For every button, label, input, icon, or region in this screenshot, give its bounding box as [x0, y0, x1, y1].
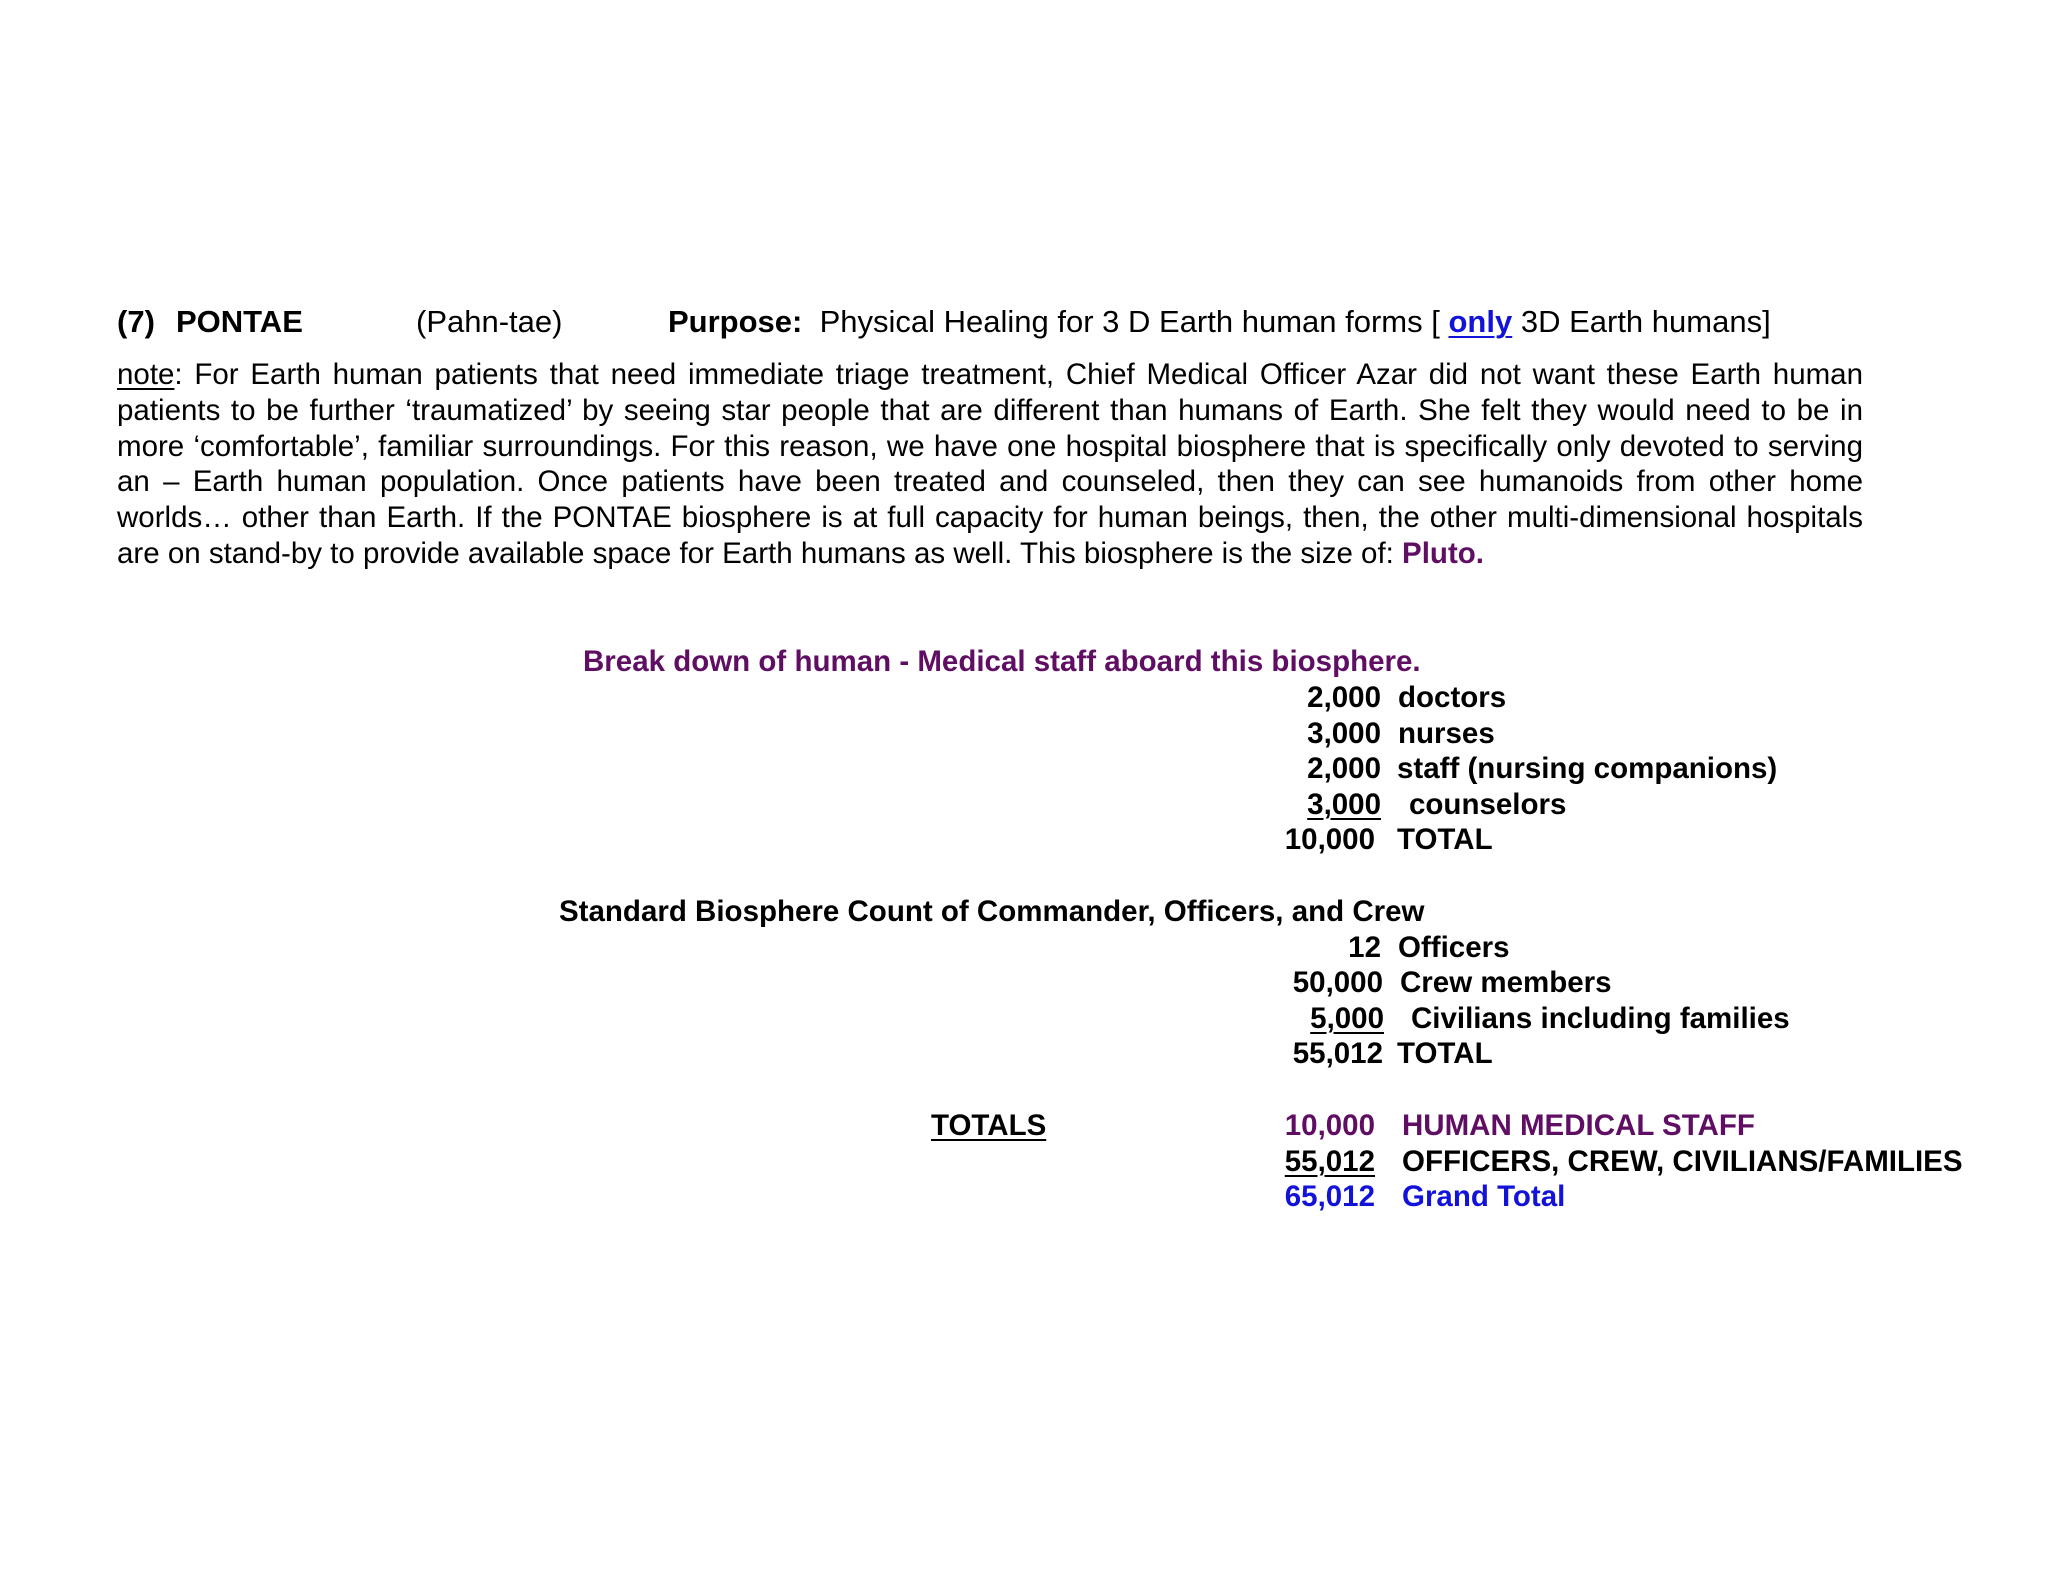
medical-count: 2,000 [1307, 681, 1381, 714]
crew-count: 12 [1348, 931, 1381, 964]
note-body: For Earth human patients that need immediate triage treatment, Chief Medical Officer Azar did not want these Earth human patients to be further ‘traumatized’ by seeing star people that are different than humans of Earth. She felt they would need to be in more ‘comfortable’, familiar surroundings. For this reason, we have one hospital biosphere that is specifically only devoted to serving an – Earth human population. Once patients have been treated and counseled, then they can see humanoids from other home worlds… other than Earth. If the PONTAE biosphere is at full capacity for human beings, then, the other multi-dimensional hospitals are on stand-by to provide available space for Earth humans as well. This biosphere is the size of: [117, 358, 1863, 570]
crew-count: 50,000 [1292, 966, 1383, 999]
totals-crew-count: 55,012 [1284, 1145, 1375, 1178]
medical-label: nurses [1398, 717, 1495, 750]
medical-staff-heading: Break down of human - Medical staff aboard this biosphere. [583, 645, 1421, 678]
note-paragraph [117, 357, 1863, 572]
biosphere-size: Pluto. [1402, 536, 1484, 570]
medical-label: counselors [1409, 788, 1567, 821]
medical-label: doctors [1398, 681, 1507, 714]
totals-label: TOTALS [931, 1109, 1047, 1142]
purpose-line [668, 302, 1771, 342]
totals-crew-label: OFFICERS, CREW, CIVILIANS/FAMILIES [1402, 1145, 1963, 1178]
crew-label: Crew members [1400, 966, 1612, 999]
grand-total-count: 65,012 [1284, 1180, 1375, 1213]
crew-total-label: TOTAL [1397, 1037, 1493, 1070]
totals-medical-label: HUMAN MEDICAL STAFF [1402, 1109, 1755, 1142]
pronunciation: (Pahn-tae) [416, 304, 563, 339]
medical-label: staff (nursing companions) [1397, 752, 1778, 785]
medical-total-count: 10,000 [1284, 823, 1375, 856]
crew-label: Civilians including families [1411, 1002, 1790, 1035]
crew-count: 5,000 [1310, 1002, 1384, 1035]
purpose-label: Purpose: [668, 304, 803, 339]
medical-count: 2,000 [1307, 752, 1381, 785]
crew-label: Officers [1398, 931, 1510, 964]
purpose-emphasis: only [1448, 304, 1513, 339]
crew-heading: Standard Biosphere Count of Commander, Officers, and Crew [559, 895, 1425, 928]
medical-total-label: TOTAL [1397, 823, 1493, 856]
medical-count: 3,000 [1307, 788, 1381, 821]
crew-total-count: 55,012 [1292, 1037, 1383, 1070]
purpose-text: Physical Healing for 3 D Earth human forms [ [819, 304, 1440, 339]
grand-total-label: Grand Total [1402, 1180, 1566, 1213]
medical-count: 3,000 [1307, 717, 1381, 750]
biosphere-name: PONTAE [176, 304, 303, 339]
purpose-tail: 3D Earth humans] [1512, 304, 1771, 339]
note-label: note [117, 358, 175, 391]
section-number: (7) [117, 304, 155, 339]
totals-medical-count: 10,000 [1284, 1109, 1375, 1142]
note-colon: : [174, 358, 183, 391]
